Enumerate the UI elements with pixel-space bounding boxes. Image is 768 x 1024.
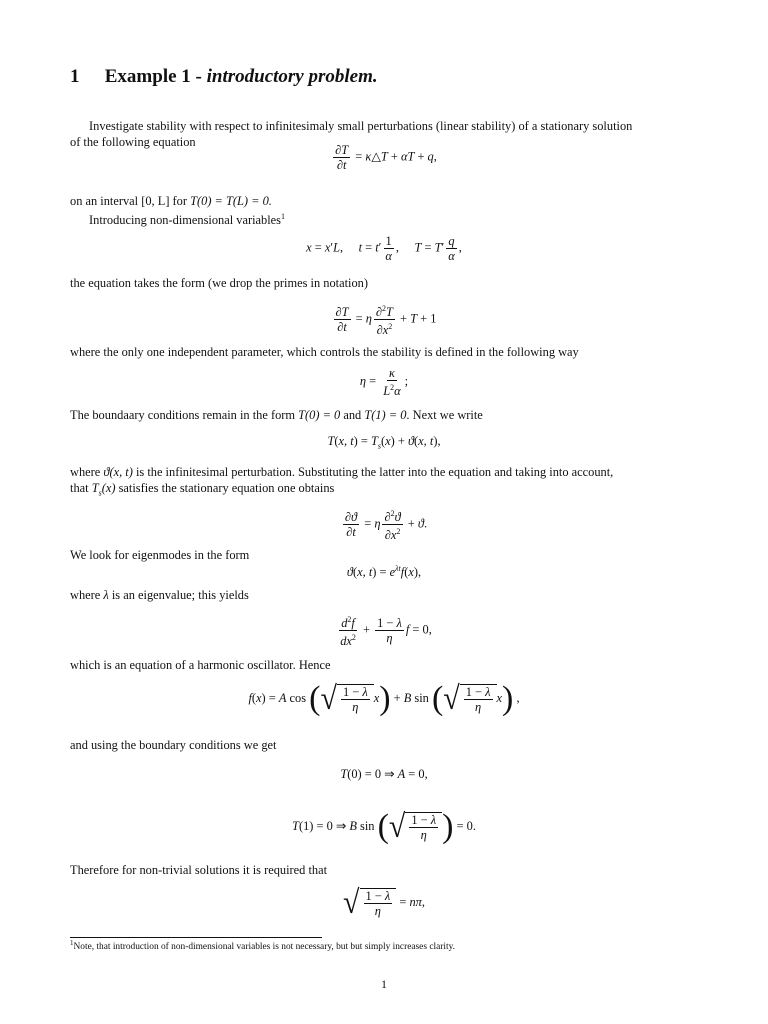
- paragraph-parameter: where the only one independent parameter, which controls the stability is defined in the following way: [70, 345, 579, 359]
- section-title-italic: introductory problem.: [206, 66, 378, 87]
- section-title: Example 1 -: [104, 66, 207, 87]
- equation-eigenmode: ϑ(x, $t) = e^{\lambda t}f(x)$,: [346, 564, 422, 580]
- equation-bc-left: T(0) = 0 ⇒ A = 0,: [340, 767, 428, 781]
- equation-decomposition: T(x, $t) = T_s(x) + ϑ(x$, t),: [327, 434, 441, 451]
- paragraph-perturbation-line1: where ϑ(x, t) is the infinitesimal perturbation. Substituting the latter into the equation and taking into account,: [70, 465, 614, 479]
- paragraph-intro-line1: Investigate stability with respect to infinitesimaly small perturbations (linear stability) of a stationary solution: [89, 119, 633, 133]
- paragraph-form: the equation takes the form (we drop the primes in notation): [70, 276, 368, 290]
- equation-oscillator: $\frac{d^2f}{dx^2}$ + $\frac{1 - \lambda}{\eta}$ f = 0,: [340, 615, 432, 649]
- equation-nondim-vars: x = x′L, t = t′ $\frac{1}{\alpha}$ , T = T′ $\frac{q}{\alpha}$ ,: [306, 234, 462, 263]
- paragraph-nontrivial: Therefore for non-trivial solutions it is required that: [70, 863, 328, 877]
- equation-heat: $\frac{\partial T}{\partial t}$ = κ△T + αT + q,: [335, 143, 437, 172]
- equation-perturbation: $\frac{\partial ϑ}{\partial t}$ = η $\frac{\partial^2ϑ}{\partial x^2}$ + ϑ.: [344, 509, 428, 543]
- footnote-rule: [70, 937, 322, 938]
- section-heading: [70, 66, 378, 88]
- equation-quantization: √ $\frac{1 - \lambda}{\eta}$ = nπ,: [343, 884, 425, 921]
- paragraph-intro-line2: of the following equation: [70, 135, 196, 149]
- page-number: 1: [381, 977, 387, 991]
- paragraph-boundary-use: and using the boundary conditions we get: [70, 738, 277, 752]
- paragraph-eigenvalue: where λ is an eigenvalue; this yields: [70, 588, 249, 602]
- paragraph-perturbation-line2: that $T_s(x)$ satisfies the stationary equation one obtains: [70, 481, 335, 498]
- paragraph-nondim: Introducing non-dimensional variables$^1$: [89, 212, 286, 228]
- equation-solution: f(x) = A cos ( √ $\frac{1 - \lambda}{\eta}$ x) + B sin ( √ $\frac{1 - \lambda}{\eta}$ x) ,: [248, 680, 520, 717]
- paragraph-interval: on an interval [0, L] for T(0) = T(L) = 0.: [70, 194, 272, 208]
- equation-eta: η = $\frac{\kappa}{L^2\alpha}$ ;: [359, 366, 409, 399]
- paragraph-harmonic: which is an equation of a harmonic oscillator. Hence: [70, 658, 331, 672]
- paragraph-boundary: The boundaary conditions remain in the form T(0) = 0 and T(1) = 0. Next we write: [70, 408, 483, 422]
- equation-bc-right: T(1) = 0 ⇒ B sin ( √ $\frac{1 - \lambda}{\eta}$ ) = 0.: [292, 808, 476, 845]
- footnote-mark: 1: [70, 939, 74, 947]
- section-number: 1: [70, 66, 80, 87]
- footnote: [70, 939, 455, 952]
- equation-nondim: $\frac{\partial T}{\partial t}$ = η $\frac{\partial^2T}{\partial x^2}$ + T + 1: [335, 304, 437, 338]
- footnote-text: Note, that introduction of non-dimensional variables is not necessary, but but simply increases clarity.: [73, 942, 456, 953]
- paragraph-eigenmodes: We look for eigenmodes in the form: [70, 548, 250, 562]
